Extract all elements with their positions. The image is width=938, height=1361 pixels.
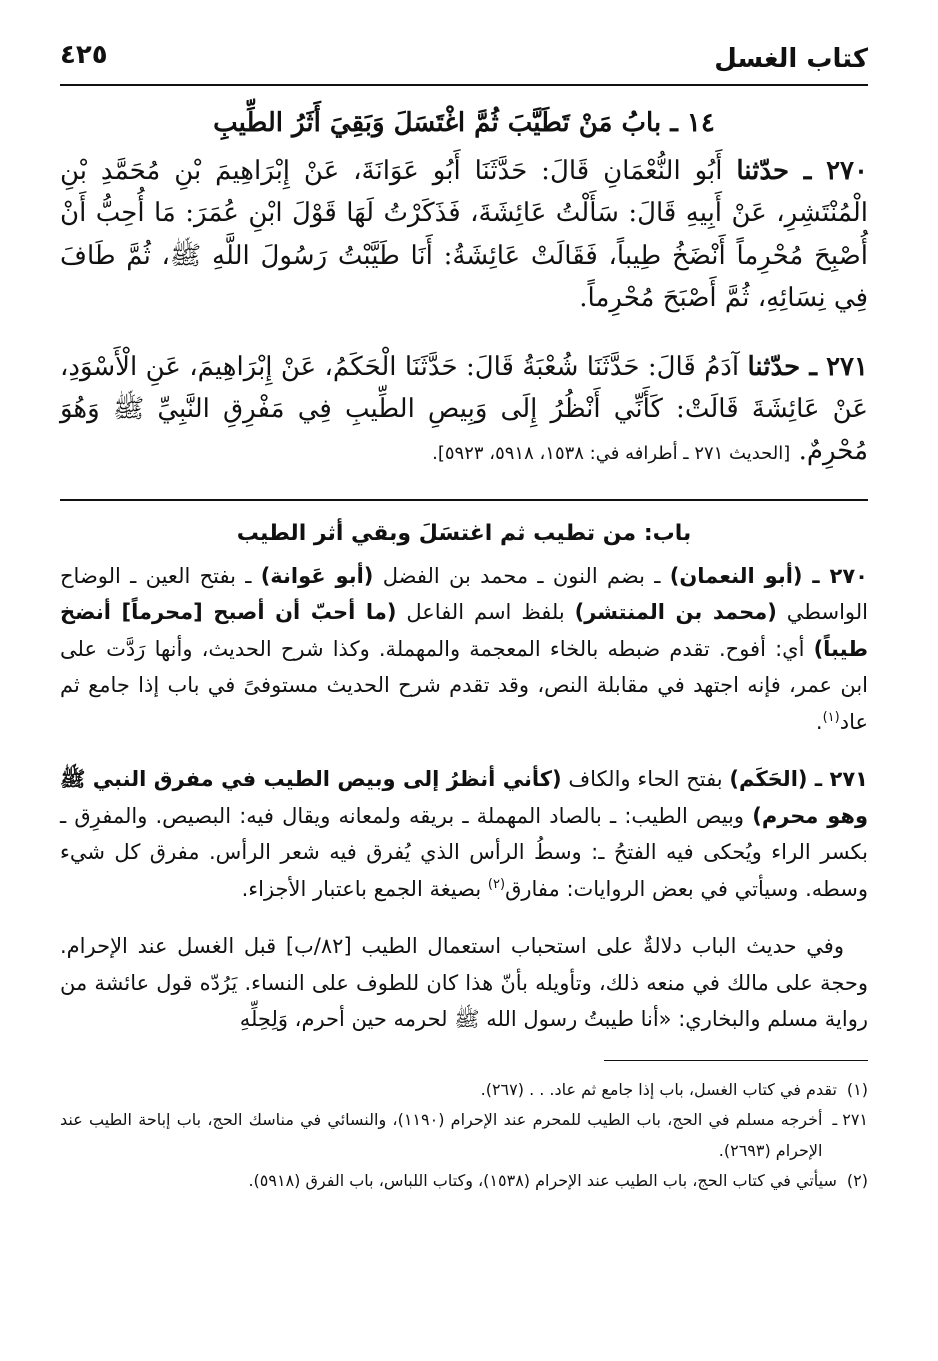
header-rule	[60, 84, 868, 86]
footnote-marker: (٢)	[846, 1171, 868, 1191]
commentary-term: (ما أحبّ أن أصبح [محرماً] أنضخ طيباً)	[60, 600, 868, 661]
commentary-text: بلفظ اسم الفاعل	[396, 600, 575, 625]
footnote	[60, 1166, 868, 1196]
hadith-text: آدَمُ قَالَ: حَدَّثَنَا شُعْبَةُ قَالَ: حَدَّثَنَا الْحَكَمُ، عَنْ إِبْرَاهِيمَ، عَنِ الْأَسْوَدِ، عَنْ عَائِشَةَ قَالَتْ: كَأَنِّي أَنْظُرُ إِلَى وَبِيصِ الطِّيبِ فِي مَفْرِقِ النَّبِيِّ ﷺ وَهُوَ مُحْرِمٌ.	[60, 351, 868, 467]
commentary-term: ٢٧١ ـ (الحَكَم)	[729, 767, 868, 792]
footnote-ref[interactable]: (١)	[822, 709, 840, 725]
footnote-ref[interactable]: (٢)	[487, 876, 506, 892]
hadith-271	[60, 346, 868, 473]
footnote	[60, 1075, 868, 1105]
commentary-text: أي: أفوح. تقدم ضبطه بالخاء المعجمة والمهملة. وكذا شرح الحديث، وأنها رَدَّت على ابن عمر، فإنه اجتهد في مقابلة النص، وقد تقدم شرح الحديث مستوفىً في باب إذا جامع ثم عاد	[60, 636, 868, 734]
commentary-text: بفتح الحاء والكاف	[561, 767, 730, 792]
chapter-heading: ١٤ ـ بابُ مَنْ تَطَيَّبَ ثُمَّ اغْتَسَلَ وَبَقِيَ أَثَرُ الطِّيبِ	[213, 108, 715, 138]
commentary-term: (محمد بن المنتشر)	[574, 600, 777, 625]
commentary-heading: باب: من تطيب ثم اغتسَلَ وبقي أثر الطيب	[236, 520, 692, 546]
footnotes	[60, 1075, 868, 1197]
book-page	[60, 30, 868, 1197]
commentary-text: بصيغة الجمع باعتبار الأجزاء.	[241, 876, 488, 901]
commentary-text: وبيص الطيب: ـ بالصاد المهملة ـ بريقه ولمعانه ويقال فيه: البصيص. والمفرِق ـ بكسر الراء ويُحكى فيه الفتحُ ـ: وسطُ الرأس الذي يُفرق فيه شعر الرأس. مفرق كل شيء وسطه. وسيأتي في بعض الروايات: مفارق	[60, 803, 868, 901]
section-divider	[60, 499, 868, 501]
footnote-marker: (١)	[846, 1080, 868, 1099]
hadith-number: ٢٧١ ـ حدّثنا	[747, 351, 868, 382]
commentary-term: (أبو عَوانة)	[260, 563, 374, 588]
footnote-text: سيأتي في كتاب الحج، باب الطيب عند الإحرام (١٥٣٨)، وكتاب اللباس، باب الفرق (٥٩١٨).	[248, 1171, 837, 1191]
commentary-text: ـ بضم النون ـ محمد بن الفضل	[373, 563, 670, 588]
hadith-number: ٢٧٠ ـ حدّثنا	[736, 156, 868, 186]
commentary-text: ـ بفتح العين ـ الوضاح الواسطي	[60, 563, 869, 625]
commentary-closing: وفي حديث الباب دلالةٌ على استحباب استعمال الطيب [٨٢/ب] قبل الغسل عند الإحرام. وحجة على مالك في منعه ذلك، وتأويله بأنّ هذا كان للطوف على النساء. يَرُدّه قول عائشة من رواية مسلم والبخاري: «أنا طيبتُ رسول الله ﷺ لحرمه حين أحرم، وَلِحِلِّهِ	[60, 934, 868, 1032]
footnote-text: تقدم في كتاب الغسل، باب إذا جامع ثم عاد. . . (٢٦٧).	[480, 1080, 837, 1099]
running-header	[60, 30, 868, 80]
commentary-text: .	[815, 709, 823, 734]
commentary-271	[60, 761, 868, 907]
hadith-citation: [الحديث ٢٧١ ـ أطرافه في: ١٥٣٨، ٥٩١٨، ٥٩٢٣].	[432, 443, 791, 465]
book-title: كتاب الغسل	[714, 44, 868, 74]
commentary-term: ٢٧٠ ـ (أبو النعمان)	[669, 563, 868, 588]
footnote-marker: ٢٧١ ـ	[832, 1110, 868, 1130]
commentary-term: (كأني أنظرُ إلى وبيص الطيب في مفرق النبي ﷺ وهو محرم)	[60, 767, 868, 828]
hadith-270	[60, 150, 868, 320]
commentary-270	[60, 558, 868, 741]
page-number: ٤٢٥	[60, 40, 108, 70]
footnote-rule	[604, 1060, 868, 1061]
hadith-text: أَبُو النُّعْمَانِ قَالَ: حَدَّثَنَا أَبُو عَوَانَةَ، عَنْ إِبْرَاهِيمَ بْنِ مُحَمَّدِ بْنِ الْمُنْتَشِرِ، عَنْ أَبِيهِ قَالَ: سَأَلْتُ عَائِشَةَ، فَذَكَرْتُ لَهَا قَوْلَ ابْنِ عُمَرَ: مَا أُحِبُّ أَنْ أُصْبِحَ مُحْرِماً أَنْضَخُ طِيباً، فَقَالَتْ عَائِشَةُ: أَنَا طَيَّبْتُ رَسُولَ اللَّهِ ﷺ، ثُمَّ طَافَ فِي نِسَائِهِ، ثُمَّ أَصْبَحَ مُحْرِماً.	[60, 156, 868, 314]
footnote	[60, 1105, 868, 1166]
footnote-text: أخرجه مسلم في الحج، باب الطيب للمحرم عند الإحرام (١١٩٠)، والنسائي في مناسك الحج، باب إباحة الطيب عند الإحرام (٢٦٩٣).	[60, 1110, 823, 1160]
